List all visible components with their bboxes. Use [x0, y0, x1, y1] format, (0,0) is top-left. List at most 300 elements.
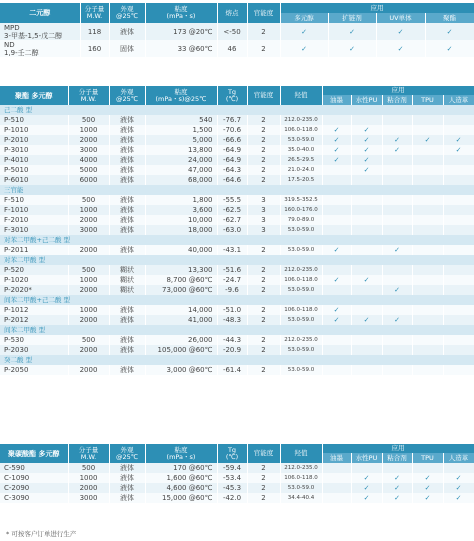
app-header: 聚酯 [425, 13, 474, 23]
col-viscosity: 粘度 (mPa・s) [145, 444, 217, 463]
group-row [0, 235, 474, 245]
cell-appearance: 液体 [109, 215, 145, 225]
cell-appearance: 液体 [109, 205, 145, 215]
check-icon: ✓ [376, 23, 425, 40]
cell-mw: 118 [80, 23, 109, 40]
check-icon: ✓ [382, 315, 412, 325]
check-icon [412, 275, 443, 285]
cell-appearance: 液体 [109, 115, 145, 125]
product-name: F-3010 [0, 225, 68, 235]
check-icon [412, 175, 443, 185]
cell-mw: 2000 [68, 365, 109, 375]
product-name: P-2050 [0, 365, 68, 375]
cell-oh: 17.5-20.5 [280, 175, 322, 185]
col-viscosity: 粘度 (mPa・s) [145, 3, 217, 23]
cell-appearance: 液体 [109, 493, 145, 503]
cell-oh: 34.4-40.4 [280, 493, 322, 503]
cell-functionality: 2 [247, 275, 280, 285]
app-header: 粘合剂 [382, 95, 412, 105]
table-row [0, 23, 474, 40]
check-icon: ✓ [443, 493, 474, 503]
cell-functionality: 2 [247, 115, 280, 125]
cell-oh: 106.0-118.0 [280, 125, 322, 135]
table-row [0, 175, 474, 185]
cell-oh: 53.0-59.0 [280, 245, 322, 255]
cell-oh: 21.0-24.0 [280, 165, 322, 175]
cell-viscosity: 170 @60℃ [145, 463, 217, 473]
cell-appearance: 液体 [109, 125, 145, 135]
check-icon: ✓ [412, 483, 443, 493]
check-icon [412, 225, 443, 235]
check-icon [382, 345, 412, 355]
app-header: UV单体 [376, 13, 425, 23]
check-icon [382, 225, 412, 235]
cell-viscosity: 73,000 @60℃ [145, 285, 217, 295]
cell-oh: 53.0-59.0 [280, 135, 322, 145]
table-row [0, 345, 474, 355]
table-row [0, 315, 474, 325]
check-icon: ✓ [322, 305, 351, 315]
check-icon [382, 195, 412, 205]
cell-oh: 35.0-40.0 [280, 145, 322, 155]
check-icon: ✓ [382, 245, 412, 255]
app-header: 水性PU [351, 95, 382, 105]
cell-functionality: 2 [247, 473, 280, 483]
check-icon [443, 245, 474, 255]
cell-viscosity: 4,600 @60℃ [145, 483, 217, 493]
check-icon [382, 175, 412, 185]
product-name: P-3010 [0, 145, 68, 155]
cell-functionality: 2 [247, 135, 280, 145]
cell-viscosity: 18,000 [145, 225, 217, 235]
cell-appearance: 液体 [109, 473, 145, 483]
table-row [0, 335, 474, 345]
cell-mw: 1000 [68, 125, 109, 135]
cell-viscosity: 1,500 [145, 125, 217, 135]
cell-functionality: 2 [247, 365, 280, 375]
check-icon: ✓ [322, 315, 351, 325]
product-name: P-510 [0, 115, 68, 125]
check-icon: ✓ [382, 473, 412, 483]
cell-viscosity: 24,000 [145, 155, 217, 165]
cell-oh: 53.0-59.0 [280, 225, 322, 235]
cell-appearance: 液体 [109, 175, 145, 185]
check-icon: ✓ [322, 245, 351, 255]
cell-viscosity: 8,700 @60℃ [145, 275, 217, 285]
app-header: 多元醇 [280, 13, 328, 23]
cell-mw: 500 [68, 195, 109, 205]
check-icon [443, 175, 474, 185]
check-icon [351, 335, 382, 345]
cell-appearance: 糊状 [109, 275, 145, 285]
cell-viscosity: 3,000 @60℃ [145, 365, 217, 375]
cell-viscosity: 41,000 [145, 315, 217, 325]
check-icon [443, 285, 474, 295]
check-icon: ✓ [382, 483, 412, 493]
cell-oh: 106.0-118.0 [280, 275, 322, 285]
check-icon [351, 115, 382, 125]
product-name: P-2012 [0, 315, 68, 325]
group-label: 三官能 [0, 185, 474, 195]
group-label: 对苯二甲酸 型 [0, 255, 474, 265]
check-icon [443, 463, 474, 473]
check-icon [443, 315, 474, 325]
check-icon [351, 175, 382, 185]
cell-tg: -64.3 [217, 165, 247, 175]
footnote: * 可按客户订单进行生产 [6, 530, 77, 538]
check-icon [351, 195, 382, 205]
cell-mw: 160 [80, 40, 109, 57]
check-icon [412, 145, 443, 155]
cell-tg: -53.4 [217, 473, 247, 483]
cell-tg: -66.6 [217, 135, 247, 145]
check-icon: ✓ [322, 275, 351, 285]
col-melting: 熔点 [217, 3, 247, 23]
check-icon: ✓ [443, 145, 474, 155]
cell-mw: 2000 [68, 245, 109, 255]
product-name: P-5010 [0, 165, 68, 175]
check-icon [443, 115, 474, 125]
cell-tg: -62.7 [217, 215, 247, 225]
cell-viscosity: 5,000 [145, 135, 217, 145]
cell-mw: 2000 [68, 285, 109, 295]
cell-mw: 3000 [68, 225, 109, 235]
check-icon: ✓ [351, 155, 382, 165]
cell-oh: 53.0-59.0 [280, 345, 322, 355]
check-icon [351, 305, 382, 315]
cell-viscosity: 33 @60℃ [145, 40, 217, 57]
check-icon [322, 175, 351, 185]
check-icon [443, 275, 474, 285]
cell-viscosity: 540 [145, 115, 217, 125]
check-icon: ✓ [351, 473, 382, 483]
cell-oh: 53.0-59.0 [280, 483, 322, 493]
app-header: TPU [412, 95, 443, 105]
cell-oh: 212.0-235.0 [280, 115, 322, 125]
product-name: P-530 [0, 335, 68, 345]
app-header: 人造革 [443, 95, 474, 105]
check-icon: ✓ [382, 493, 412, 503]
cell-tg: -64.9 [217, 145, 247, 155]
check-icon [322, 285, 351, 295]
cell-functionality: 2 [247, 463, 280, 473]
check-icon: ✓ [280, 40, 328, 57]
check-icon [443, 305, 474, 315]
cell-mw: 3000 [68, 145, 109, 155]
cell-oh: 106.0-118.0 [280, 473, 322, 483]
cell-appearance: 糊状 [109, 285, 145, 295]
cell-mw: 1000 [68, 205, 109, 215]
product-name: ND 1,9-壬二醇 [0, 40, 80, 57]
check-icon [412, 245, 443, 255]
check-icon: ✓ [412, 135, 443, 145]
cell-mw: 2000 [68, 345, 109, 355]
table-row [0, 483, 474, 493]
check-icon [412, 165, 443, 175]
check-icon [443, 265, 474, 275]
col-mw: 分子量 M.W. [68, 86, 109, 105]
cell-mw: 500 [68, 335, 109, 345]
product-name: P-2010 [0, 135, 68, 145]
check-icon [382, 125, 412, 135]
cell-functionality: 2 [247, 305, 280, 315]
table-row [0, 305, 474, 315]
check-icon [443, 195, 474, 205]
check-icon [412, 335, 443, 345]
check-icon: ✓ [280, 23, 328, 40]
product-name: P-1020 [0, 275, 68, 285]
col-functionality: 官能度 [247, 86, 280, 105]
cell-functionality: 3 [247, 215, 280, 225]
check-icon [412, 205, 443, 215]
product-name: C-590 [0, 463, 68, 473]
check-icon: ✓ [351, 315, 382, 325]
table-row [0, 225, 474, 235]
group-row [0, 295, 474, 305]
product-name: C-3090 [0, 493, 68, 503]
cell-tg: -20.9 [217, 345, 247, 355]
check-icon [351, 215, 382, 225]
check-icon [412, 365, 443, 375]
cell-appearance: 固体 [109, 40, 145, 57]
col-applications: 应用 [322, 86, 474, 95]
table-row [0, 135, 474, 145]
check-icon: ✓ [382, 135, 412, 145]
cell-appearance: 液体 [109, 23, 145, 40]
table-row [0, 493, 474, 503]
cell-viscosity: 47,000 [145, 165, 217, 175]
cell-mw: 2000 [68, 215, 109, 225]
cell-mw: 1000 [68, 473, 109, 483]
cell-appearance: 液体 [109, 335, 145, 345]
cell-tg: -70.6 [217, 125, 247, 135]
check-icon: ✓ [351, 493, 382, 503]
check-icon [443, 335, 474, 345]
check-icon [382, 463, 412, 473]
product-name: MPD 3-甲基-1,5-戊二醇 [0, 23, 80, 40]
cell-tg: -45.3 [217, 483, 247, 493]
check-icon: ✓ [443, 473, 474, 483]
table-row [0, 40, 474, 57]
cell-viscosity: 1,800 [145, 195, 217, 205]
col-tg: Tg (℃) [217, 86, 247, 105]
check-icon [351, 265, 382, 275]
product-name: F-510 [0, 195, 68, 205]
app-header: 油墨 [322, 95, 351, 105]
check-icon [443, 365, 474, 375]
table-row [0, 155, 474, 165]
col-appearance: 外观 @25℃ [109, 86, 145, 105]
cell-viscosity: 40,000 [145, 245, 217, 255]
table-row [0, 165, 474, 175]
check-icon [382, 115, 412, 125]
cell-oh: 160.0-176.0 [280, 205, 322, 215]
cell-functionality: 3 [247, 205, 280, 215]
check-icon: ✓ [376, 40, 425, 57]
cell-viscosity: 173 @20℃ [145, 23, 217, 40]
cell-tg: -64.6 [217, 175, 247, 185]
check-icon: ✓ [412, 473, 443, 483]
cell-viscosity: 26,000 [145, 335, 217, 345]
check-icon [322, 205, 351, 215]
cell-appearance: 液体 [109, 165, 145, 175]
col-viscosity: 粘度 (mPa・s)@25℃ [145, 86, 217, 105]
cell-tg: -64.9 [217, 155, 247, 165]
cell-functionality: 2 [247, 265, 280, 275]
cell-functionality: 2 [247, 493, 280, 503]
cell-mw: 1000 [68, 275, 109, 285]
group-label: 己二酸 型 [0, 105, 474, 115]
cell-functionality: 2 [247, 155, 280, 165]
cell-oh: 212.0-235.0 [280, 463, 322, 473]
check-icon [443, 225, 474, 235]
check-icon [322, 265, 351, 275]
check-icon [322, 493, 351, 503]
check-icon [351, 225, 382, 235]
check-icon [322, 483, 351, 493]
check-icon [322, 215, 351, 225]
cell-functionality: 2 [247, 285, 280, 295]
diol-table [0, 3, 474, 57]
check-icon [443, 155, 474, 165]
check-icon [443, 215, 474, 225]
check-icon [351, 345, 382, 355]
group-row [0, 255, 474, 265]
check-icon: ✓ [322, 125, 351, 135]
cell-tg: -51.0 [217, 305, 247, 315]
polycarbonate-polyol-table [0, 444, 474, 503]
cell-functionality: 2 [247, 165, 280, 175]
cell-tg: -43.1 [217, 245, 247, 255]
cell-appearance: 液体 [109, 315, 145, 325]
check-icon [412, 215, 443, 225]
cell-functionality: 2 [247, 125, 280, 135]
check-icon: ✓ [351, 165, 382, 175]
check-icon [322, 345, 351, 355]
group-row [0, 105, 474, 115]
check-icon: ✓ [382, 145, 412, 155]
check-icon [382, 205, 412, 215]
group-label: 癸二酸 型 [0, 355, 474, 365]
col-tg: Tg (℃) [217, 444, 247, 463]
cell-appearance: 液体 [109, 305, 145, 315]
col-applications: 应用 [322, 444, 474, 453]
cell-functionality: 2 [247, 335, 280, 345]
cell-functionality: 2 [247, 315, 280, 325]
product-name: P-2020* [0, 285, 68, 295]
check-icon: ✓ [425, 40, 474, 57]
check-icon: ✓ [351, 145, 382, 155]
group-label: 间苯二甲酸 型 [0, 325, 474, 335]
table-row [0, 265, 474, 275]
cell-viscosity: 3,600 [145, 205, 217, 215]
check-icon [382, 265, 412, 275]
table-row [0, 285, 474, 295]
col-functionality: 官能度 [247, 3, 280, 23]
cell-oh: 79.0-89.0 [280, 215, 322, 225]
group-label: 对苯二甲酸+己二酸 型 [0, 235, 474, 245]
cell-viscosity: 68,000 [145, 175, 217, 185]
cell-functionality: 2 [247, 345, 280, 355]
cell-tg: -48.3 [217, 315, 247, 325]
check-icon [412, 285, 443, 295]
polycarbonate-category: 聚碳酸酯 多元醇 [0, 444, 68, 463]
check-icon [351, 205, 382, 215]
product-name: P-1010 [0, 125, 68, 135]
group-label: 间苯二甲酸+己二酸 型 [0, 295, 474, 305]
cell-appearance: 液体 [109, 155, 145, 165]
cell-mw: 3000 [68, 493, 109, 503]
cell-appearance: 液体 [109, 365, 145, 375]
check-icon: ✓ [328, 40, 376, 57]
check-icon [443, 165, 474, 175]
check-icon [382, 305, 412, 315]
check-icon [382, 275, 412, 285]
check-icon [322, 225, 351, 235]
cell-appearance: 液体 [109, 135, 145, 145]
cell-viscosity: 1,600 @60℃ [145, 473, 217, 483]
check-icon [351, 463, 382, 473]
check-icon: ✓ [425, 23, 474, 40]
cell-appearance: 糊状 [109, 265, 145, 275]
cell-viscosity: 13,300 [145, 265, 217, 275]
cell-viscosity: 15,000 @60℃ [145, 493, 217, 503]
check-icon [382, 365, 412, 375]
cell-tg: -55.5 [217, 195, 247, 205]
cell-oh: 319.5-352.5 [280, 195, 322, 205]
check-icon [412, 195, 443, 205]
check-icon [351, 245, 382, 255]
cell-functionality: 3 [247, 225, 280, 235]
check-icon [382, 335, 412, 345]
table-row [0, 215, 474, 225]
cell-viscosity: 105,000 @60℃ [145, 345, 217, 355]
check-icon [412, 463, 443, 473]
cell-functionality: 2 [247, 245, 280, 255]
group-row [0, 325, 474, 335]
check-icon [322, 463, 351, 473]
cell-mw: 500 [68, 463, 109, 473]
col-mw: 分子量 M.W. [68, 444, 109, 463]
cell-tg: -76.7 [217, 115, 247, 125]
check-icon: ✓ [351, 483, 382, 493]
col-oh: 羟值 [280, 444, 322, 463]
cell-oh: 53.0-59.0 [280, 285, 322, 295]
check-icon: ✓ [328, 23, 376, 40]
check-icon [412, 265, 443, 275]
check-icon [412, 315, 443, 325]
cell-tg: -51.6 [217, 265, 247, 275]
check-icon [443, 345, 474, 355]
check-icon [412, 345, 443, 355]
product-name: F-1010 [0, 205, 68, 215]
table-row [0, 473, 474, 483]
group-row [0, 185, 474, 195]
table-row [0, 205, 474, 215]
product-name: P-4010 [0, 155, 68, 165]
polyester-category: 聚酯 多元醇 [0, 86, 68, 105]
table-row [0, 195, 474, 205]
check-icon [382, 215, 412, 225]
check-icon: ✓ [412, 493, 443, 503]
cell-tg: -62.5 [217, 205, 247, 215]
check-icon [443, 205, 474, 215]
cell-mw: 500 [68, 115, 109, 125]
product-name: P-6010 [0, 175, 68, 185]
check-icon [322, 165, 351, 175]
cell-oh: 26.5-29.5 [280, 155, 322, 165]
cell-tg: -24.7 [217, 275, 247, 285]
